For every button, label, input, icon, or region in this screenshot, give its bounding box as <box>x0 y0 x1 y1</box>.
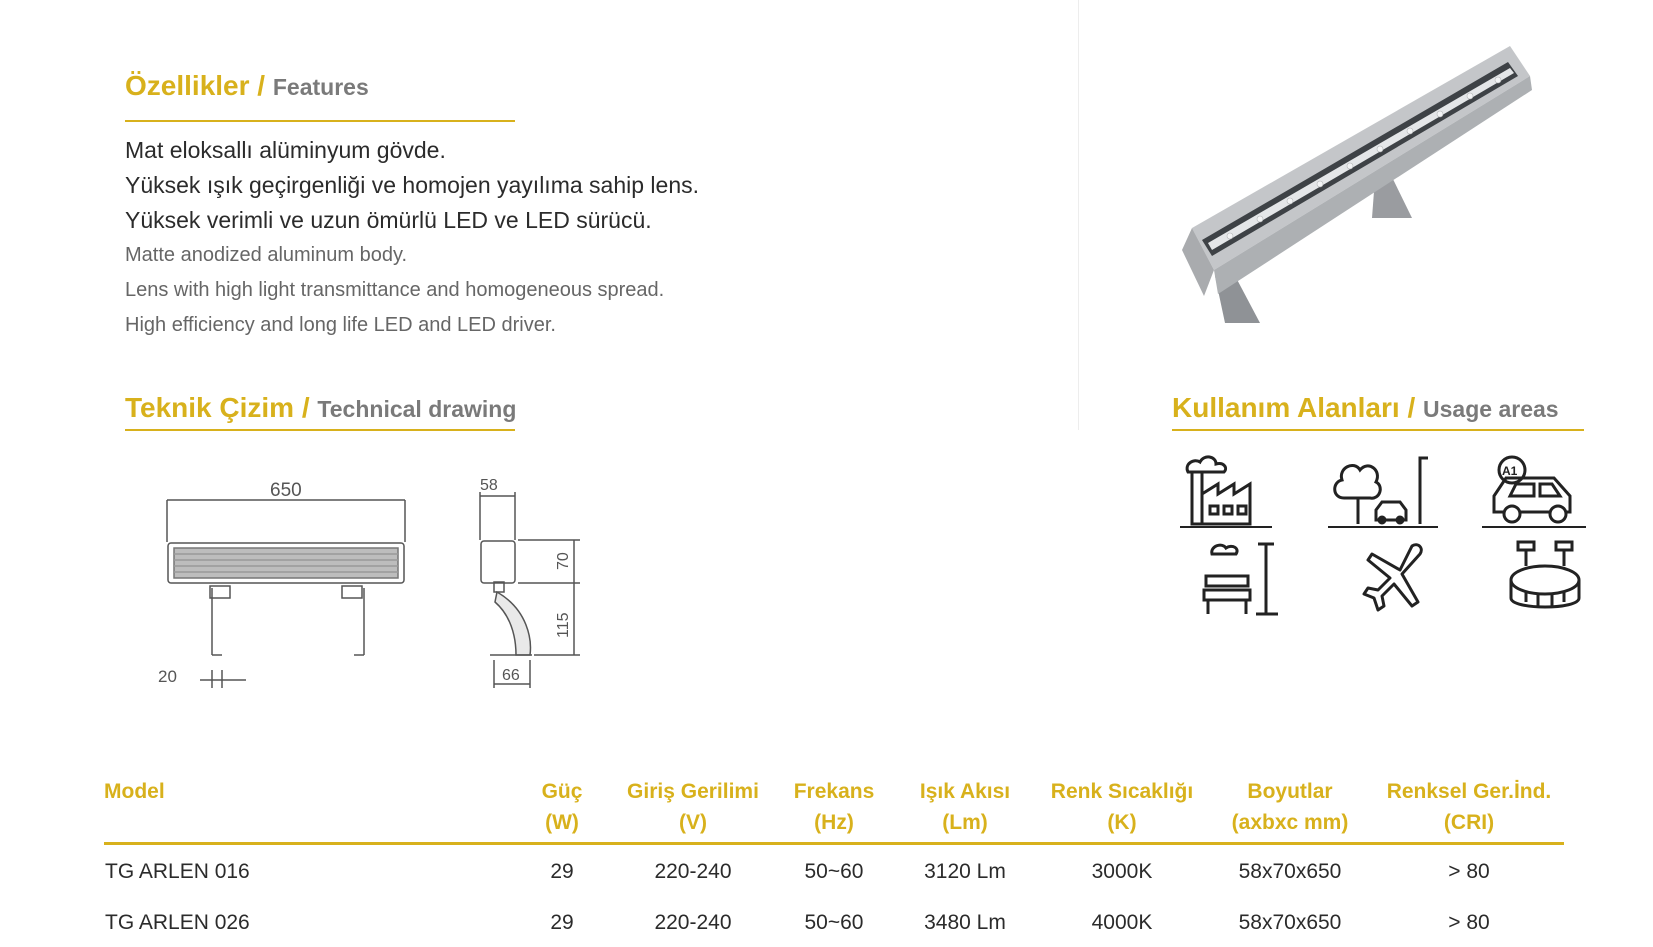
cell-color-temp: 3000K <box>1091 860 1153 883</box>
cell-flux: 3120 Lm <box>924 860 1006 883</box>
cell-cri: > 80 <box>1448 860 1490 883</box>
col-dimensions <box>1206 776 1374 844</box>
col-cri <box>1374 776 1564 844</box>
col-power-unit: (W) <box>545 811 579 834</box>
technical-drawing <box>150 470 630 700</box>
col-cri-label: Renksel Ger.İnd. <box>1386 780 1552 803</box>
col-frequency <box>776 776 892 844</box>
col-model <box>104 776 514 844</box>
cell-cri: > 80 <box>1448 911 1490 934</box>
column-divider <box>1078 0 1079 430</box>
cell-model: TG ARLEN 026 <box>105 911 250 934</box>
dim-height: 70 <box>555 552 572 570</box>
technical-title-en: Technical drawing <box>317 396 517 422</box>
col-voltage-label: Giriş Gerilimi <box>627 780 759 803</box>
table-row <box>104 896 1564 947</box>
feature-tr-2: Yüksek ışık geçirgenliği ve homojen yayılıma sahip lens. <box>125 172 700 198</box>
park-icon <box>1328 452 1438 528</box>
airplane-icon <box>1360 540 1430 620</box>
features-title-tr: Özellikler / <box>125 70 266 101</box>
col-frequency-unit: (Hz) <box>814 811 854 834</box>
cell-dimensions: 58x70x650 <box>1238 860 1342 883</box>
car-baseline <box>1482 526 1586 528</box>
dim-stand: 115 <box>555 612 572 638</box>
dim-base: 66 <box>502 667 520 684</box>
dim-length: 650 <box>270 480 302 501</box>
table-row <box>104 844 1564 897</box>
cell-model: TG ARLEN 016 <box>105 860 250 883</box>
features-list <box>125 133 699 343</box>
dim-width: 58 <box>480 477 498 494</box>
bench-lamp-icon <box>1200 540 1290 620</box>
feature-en-3: High efficiency and long life LED and LED driver. <box>125 314 556 336</box>
col-flux-label: Işık Akısı <box>919 780 1011 803</box>
technical-title-tr: Teknik Çizim / <box>125 392 310 423</box>
col-frequency-label: Frekans <box>793 780 875 803</box>
cell-dimensions: 58x70x650 <box>1238 911 1342 934</box>
feature-tr-3: Yüksek verimli ve uzun ömürlü LED ve LED sürücü. <box>125 207 652 233</box>
car-icon <box>1482 452 1586 528</box>
col-dimensions-label: Boyutlar <box>1247 780 1333 803</box>
col-dimensions-unit: (axbxc mm) <box>1231 811 1349 834</box>
cell-power: 29 <box>550 911 574 934</box>
feature-en-2: Lens with high light transmittance and homogeneous spread. <box>125 279 665 301</box>
col-flux <box>892 776 1038 844</box>
features-underline <box>125 120 515 122</box>
product-image <box>1160 38 1560 338</box>
usage-underline <box>1172 429 1584 431</box>
stadium-icon <box>1506 540 1584 620</box>
spec-table <box>104 776 1564 947</box>
col-power-label: Güç <box>541 780 583 803</box>
usage-title-tr: Kullanım Alanları / <box>1172 392 1416 423</box>
cell-voltage: 220-240 <box>654 911 732 934</box>
col-power <box>514 776 610 844</box>
usage-title-en: Usage areas <box>1423 396 1559 422</box>
feature-tr-1: Mat eloksallı alüminyum gövde. <box>125 137 446 163</box>
factory-icon <box>1180 452 1272 528</box>
cell-frequency: 50~60 <box>804 911 864 934</box>
col-model-label: Model <box>104 780 165 803</box>
usage-title <box>1172 392 1559 424</box>
park-baseline <box>1328 526 1438 528</box>
col-voltage <box>610 776 776 844</box>
col-cri-unit: (CRI) <box>1443 811 1495 834</box>
features-title <box>125 70 369 102</box>
cell-flux: 3480 Lm <box>924 911 1006 934</box>
technical-title <box>125 392 516 424</box>
cell-frequency: 50~60 <box>804 860 864 883</box>
col-flux-unit: (Lm) <box>942 811 988 834</box>
cell-power: 29 <box>550 860 574 883</box>
feature-en-1: Matte anodized aluminum body. <box>125 244 408 266</box>
dim-foot: 20 <box>158 667 177 686</box>
cell-voltage: 220-240 <box>654 860 732 883</box>
technical-underline <box>125 429 515 431</box>
factory-baseline <box>1180 526 1272 528</box>
col-color-temp-label: Renk Sıcaklığı <box>1050 780 1194 803</box>
car-badge: A1 <box>1502 464 1518 478</box>
cell-color-temp: 4000K <box>1091 911 1153 934</box>
col-color-temp <box>1038 776 1206 844</box>
col-voltage-unit: (V) <box>679 811 707 834</box>
table-header-row <box>104 776 1564 844</box>
col-color-temp-unit: (K) <box>1107 811 1137 834</box>
features-title-en: Features <box>272 74 369 100</box>
